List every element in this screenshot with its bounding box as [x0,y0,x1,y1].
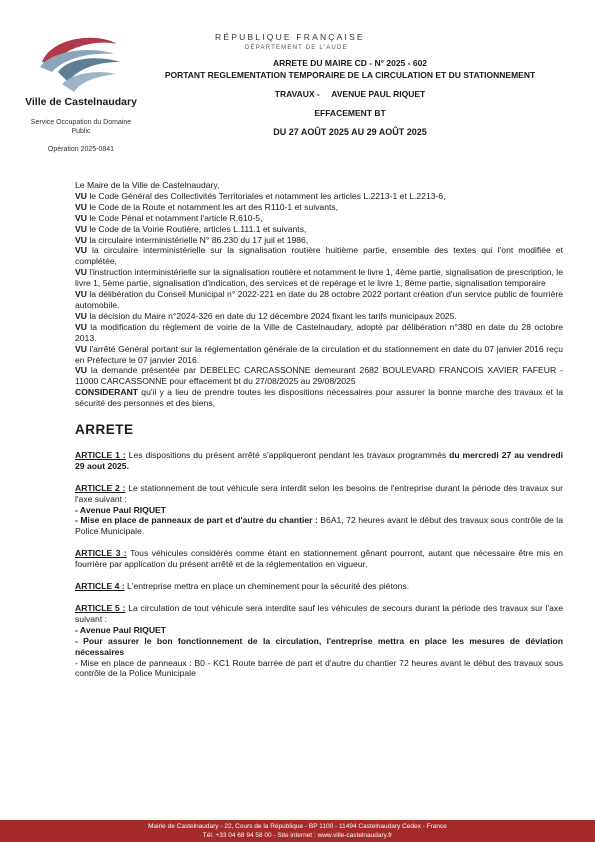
city-logo [22,32,137,97]
vu-item: VU la circulaire interministérielle N° 86.230 du 17 juil et 1986, [75,234,309,245]
article-heading: ARTICLE 2 : [75,482,126,493]
vu-item: VU la modification du règlement de voirie de la Ville de Castelnaudary, adopté par délibération n°380 en date du 28 octobre 2013. [75,321,563,343]
article-heading: ARTICLE 5 : [75,603,126,613]
vu-item: CONSIDERANT qu'il y a lieu de prendre toutes les dispositions nécessaires pour assurer la bonne marche des travaux et la sécurité des personnes et des biens, [75,387,563,409]
vu-item: VU la demande présentée par DEBELEC CARCASSONNE demeurant 2682 BOULEVARD FRANCOIS XAVIER FAFEUR - 11000 CARCASSONNE pour effacement bt du 27/08/2025 au 29/08/2025 [75,365,563,387]
article-5-deviation: - Pour assurer le bon fonctionnement de la circulation, l'entreprise mettra en place les mesures de déviation nécessaires [75,635,563,657]
works-location: TRAVAUX - AVENUE PAUL RIQUET [274,89,426,99]
vu-item: VU le Code de la Route et notamment les art des R110-1 et suivants, [75,201,339,212]
footer-address: Mairie de Castelnaudary - 22, Cours de la République - BP 1100 - 11494 Castelnaudary Cedex - France [148,823,447,830]
works-dates: DU 27 AOÛT 2025 AU 29 AOÛT 2025 [273,127,427,137]
vu-item: VU le Code Général des Collectivités Territoriales et notamment les articles L.2213-1 et L.2213-6, [75,190,446,201]
service-label: Service Occupation du Domaine Public [30,119,132,135]
article-2: ARTICLE 2 : Le stationnement de tout véhicule sera interdit selon les besoins de l'entreprise durant la période des travaux sur l'axe suivant : [75,482,563,504]
document-body [75,180,563,679]
article-heading: ARTICLE 1 : [75,449,126,460]
operation-label: Opération 2025-0841 [47,146,115,153]
article-2-signs: - Mise en place de panneaux de part et d'autre du chantier : B6A1, 72 heures avant le début des travaux sous contrôle de la Police Municipale. [75,515,563,537]
article-heading: ARTICLE 3 : [75,548,127,559]
decree-number: ARRETE DU MAIRE CD - N° 2025 - 602 [272,58,428,68]
article-5-signs: - Mise en place de panneaux : B0 - KC1 Route barrée de part et d'autre du chantier 72 heures avant le début des travaux sous contrôle de la Police Municipale [75,657,563,679]
city-name: Ville de Castelnaudary [25,96,137,108]
vu-item: VU la décision du Maire n°2024-326 en date du 12 décembre 2024 fixant les tarifs municipaux 2025. [75,310,457,321]
document-title [150,58,550,139]
page-footer [0,820,595,842]
republic-label: RÉPUBLIQUE FRANÇAISE [215,32,365,42]
intro-text: Le Maire de la Ville de Castelnaudary, [75,180,220,190]
vu-list [75,191,563,409]
article-5-street: - Avenue Paul RIQUET [75,624,167,635]
vu-item: VU la délibération du Conseil Municipal n° 2022-221 en date du 28 octobre 2022 portant création d'un service public de fourrière automobile. [75,289,563,310]
decree-subject: PORTANT REGLEMENTATION TEMPORAIRE DE LA CIRCULATION ET DU STATIONNEMENT [164,70,536,80]
article-5: ARTICLE 5 : La circulation de tout véhicule sera interdite sauf les véhicules de secours durant la période des travaux sur l'axe suivant : [75,603,563,624]
department-label: DÉPARTEMENT DE L'AUDE [245,45,348,51]
arrete-heading: ARRETE [75,422,134,438]
works-type: EFFACEMENT BT [314,108,386,118]
article-heading: ARTICLE 4 : [75,581,125,592]
vu-item: VU l'instruction interministérielle sur la signalisation routière et notamment le livre 1, 4ème partie, signalisation de prescription, le livre 1, 5ème partie, signalisation d'indication, des services et de repérage et le livre 1, 8ème partie, signalisation temporaire [75,267,563,289]
article-2-street: - Avenue Paul RIQUET [75,504,167,515]
article-1: ARTICLE 1 : Les dispositions du présent arrêté s'appliqueront pendant les travaux programmés du mercredi 27 au vendredi 29 aout 2025. [75,449,563,471]
vu-item: VU le Code de la Voirie Routière, articles L.111.1 et suivants, [75,223,307,234]
vu-item: VU la circulaire interministérielle sur la signalisation routière huitième partie, ensemble des textes qui l'ont modifiée et complétée, [75,245,563,267]
footer-contact: Tél. +33 04 68 94 58 00 - Site internet : www.ville-castelnaudary.fr [202,832,393,839]
article-3: ARTICLE 3 : Tous véhicules considérés comme étant en stationnement gênant pourront, autant que nécessaire être mis en fourrière par application du présent arrêté et de la réglementation en vigueur. [75,548,564,570]
article-4: ARTICLE 4 : L'entreprise mettra en place un cheminement pour la sécurité des piétons. [75,581,410,592]
vu-item: VU le Code Pénal et notamment l'article R.610-5, [75,212,263,223]
vu-item: VU l'arrêté Général portant sur la réglementation générale de la circulation et du stationnement en date du 07 janvier 2016 reçu en Préfecture le 07 janvier 2016. [75,343,563,365]
